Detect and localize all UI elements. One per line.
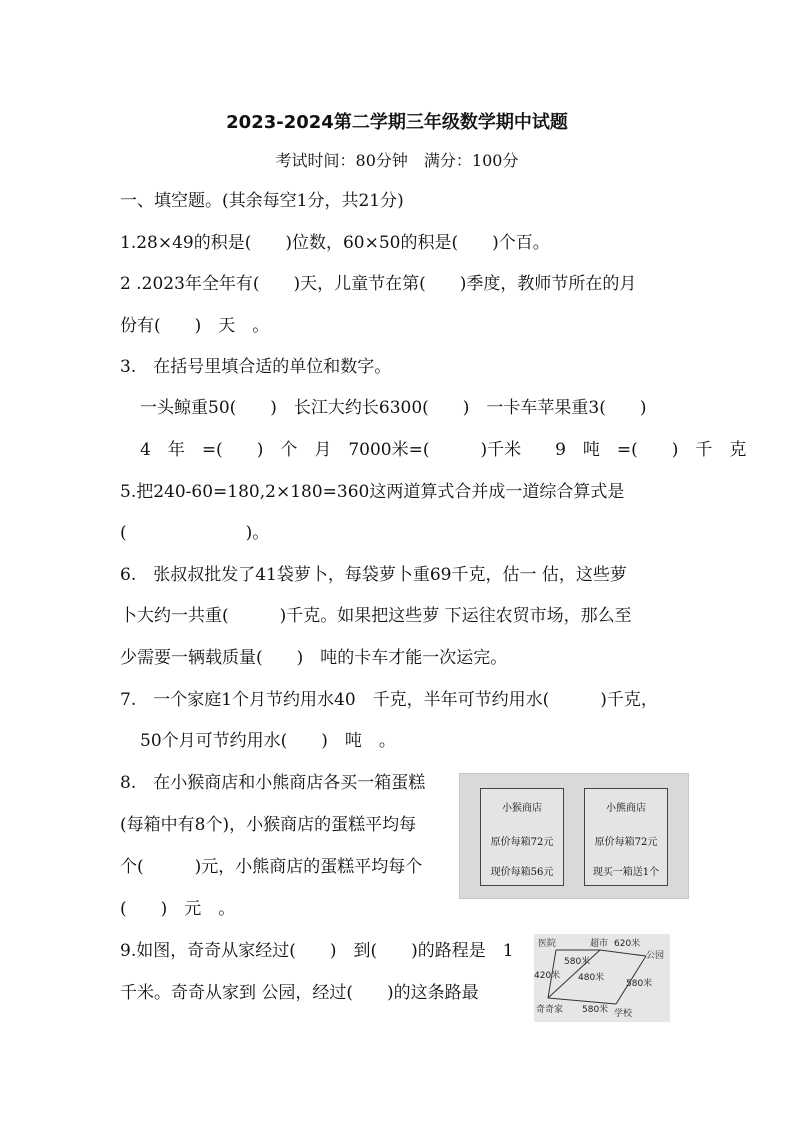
route-map-photo <box>534 934 670 1022</box>
section-heading: 一、填空题。(其余每空1分，共21分) <box>120 191 404 211</box>
label-school: 学校 <box>614 1009 633 1019</box>
bear-shop-price-1: 原价每箱72元 <box>594 837 658 848</box>
shops-photo <box>459 773 689 899</box>
question-7-line-1: 7. 一个家庭1个月节约用水40 千克，半年可节约用水( )千克， <box>120 690 658 710</box>
bear-shop-sign <box>584 788 668 886</box>
question-8-line-4: ( ) 元 。 <box>120 899 236 919</box>
bear-shop-name: 小熊商店 <box>606 803 646 814</box>
question-8-line-3: 个( )元，小熊商店的蛋糕平均每个 <box>120 857 423 877</box>
question-1: 1.28×49的积是( )位数，60×50的积是( )个百。 <box>120 233 550 253</box>
distance-school-park: 580米 <box>626 979 653 989</box>
label-supermarket: 超市 <box>590 939 609 949</box>
question-5-line-2: ( )。 <box>120 523 270 543</box>
question-9-line-1: 9.如图，奇奇从家经过( ) 到( )的路程是 1 <box>120 941 514 961</box>
question-6-line-3: 少需要一辆载质量( ) 吨的卡车才能一次运完。 <box>120 648 508 668</box>
monkey-shop-price-2: 现价每箱56元 <box>490 867 554 878</box>
question-3-line-1: 3. 在括号里填合适的单位和数字。 <box>120 357 392 377</box>
question-2-line-1: 2 .2023年全年有( )天，儿童节在第( )季度，教师节所在的月 <box>120 274 637 294</box>
route-map <box>534 934 670 1022</box>
distance-home-hospital: 420米 <box>534 971 561 981</box>
label-park: 公园 <box>646 951 665 961</box>
question-6-line-2: 卜大约一共重( )千克。如果把这些萝 下运往农贸市场，那么至 <box>120 606 632 626</box>
question-7-line-2: 50个月可节约用水( ) 吨 。 <box>140 731 396 751</box>
question-9-line-2: 千米。奇奇从家到 公园，经过( )的这条路最 <box>120 983 479 1003</box>
question-5-line-1: 5.把240-60=180,2×180=360这两道算式合并成一道综合算式是 <box>120 482 625 502</box>
question-6-line-1: 6. 张叔叔批发了41袋萝卜，每袋萝卜重69千克，估一 估，这些萝 <box>120 565 627 585</box>
exam-title: 2023-2024第二学期三年级数学期中试题 <box>226 112 568 133</box>
label-home: 奇奇家 <box>536 1005 564 1015</box>
label-hospital: 医院 <box>538 939 557 949</box>
road-supermarket-park <box>600 950 646 956</box>
monkey-shop-sign <box>480 788 564 886</box>
distance-supermarket-park: 620米 <box>614 939 641 949</box>
question-3-line-2: 一头鲸重50( ) 长江大约长6300( ) 一卡车苹果重3( ) <box>140 398 647 418</box>
question-3-line-3: 4 年 =( ) 个 月 7000米=( )千米 9 吨 =( ) 千 克 <box>140 440 747 460</box>
question-8-line-2: (每箱中有8个)，小猴商店的蛋糕平均每 <box>120 815 417 835</box>
monkey-shop-name: 小猴商店 <box>502 803 542 814</box>
distance-home-school: 580米 <box>582 1005 609 1015</box>
monkey-shop-price-1: 原价每箱72元 <box>490 837 554 848</box>
road-home-school <box>548 998 616 1004</box>
question-2-line-2: 份有( ) 天 。 <box>120 316 270 336</box>
distance-hospital-supermarket: 580米 <box>564 957 591 967</box>
distance-home-supermarket: 480米 <box>578 973 605 983</box>
question-8-line-1: 8. 在小猴商店和小熊商店各买一箱蛋糕 <box>120 773 426 793</box>
bear-shop-offer: 现买一箱送1个 <box>592 867 660 878</box>
exam-subtitle: 考试时间：80分钟 满分：100分 <box>275 151 519 170</box>
